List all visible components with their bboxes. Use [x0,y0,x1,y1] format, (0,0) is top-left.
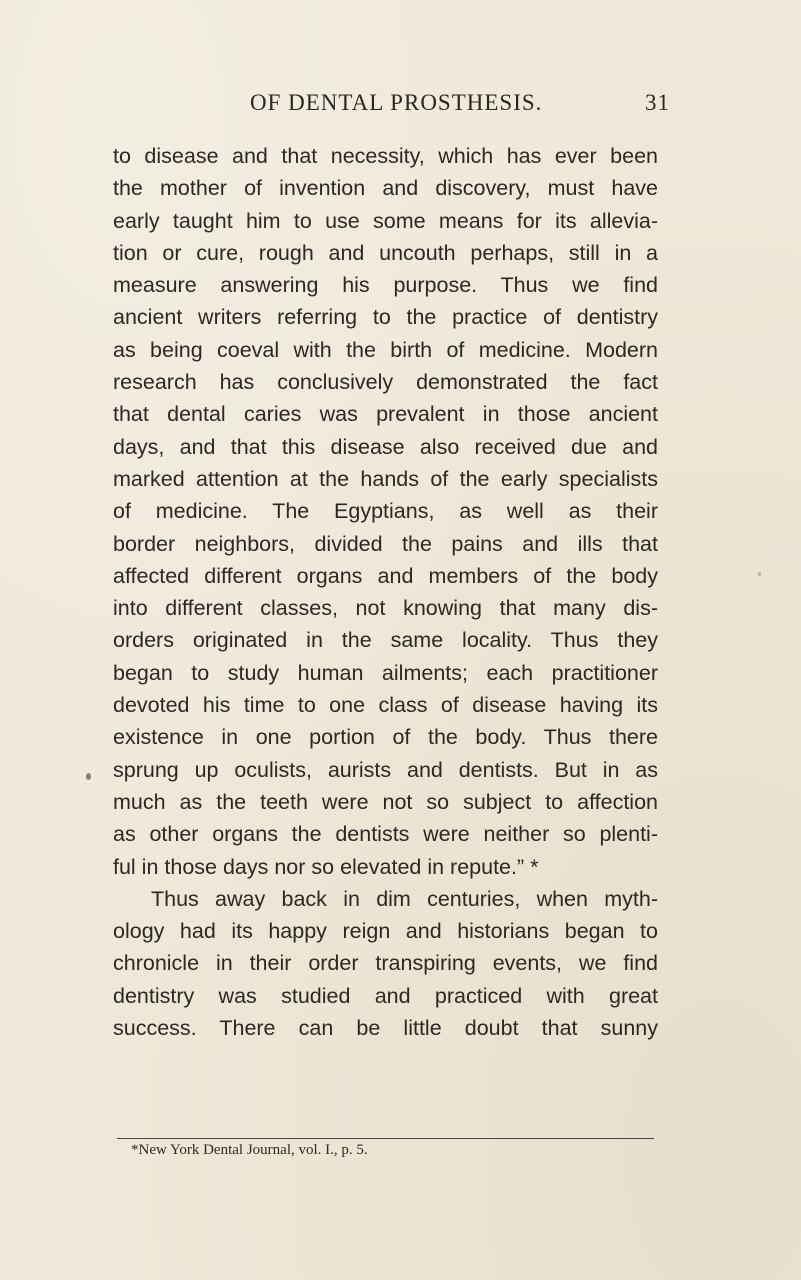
text-line: Thus away back in dim centuries, when myth- [151,886,658,911]
text-line: ancient writers referring to the practice of dentistry [113,305,658,330]
text-line: orders originated in the same locality. Thus they [113,628,658,653]
text-line: the mother of invention and discovery, must have [113,176,658,201]
text-line: dentistry was studied and practiced with great [113,983,658,1008]
footnote: *New York Dental Journal, vol. I., p. 5. [131,1142,368,1158]
page-header [250,90,670,122]
running-title: OF DENTAL PROSTHESIS. [250,90,543,115]
text-line: as being coeval with the birth of medicine. Modern [113,337,658,362]
page-number: 31 [645,90,670,115]
text-line: chronicle in their order transpiring events, we find [113,951,658,976]
text-line: much as the teeth were not so subject to affection [113,789,658,814]
text-line: border neighbors, divided the pains and ills that [113,531,658,556]
text-line: that dental caries was prevalent in those ancient [113,402,658,427]
text-line: tion or cure, rough and uncouth perhaps, still in a [113,240,658,265]
text-line: began to study human ailments; each practitioner [113,660,658,685]
text-line: days, and that this disease also received due and [113,434,658,459]
footnote-divider [117,1138,654,1139]
text-line: affected different organs and members of the body [113,563,658,588]
text-line: of medicine. The Egyptians, as well as their [113,499,658,524]
text-line: marked attention at the hands of the early specialists [113,466,658,491]
text-line: to disease and that necessity, which has ever been [113,144,658,168]
text-line: devoted his time to one class of disease having its [113,693,658,718]
body-text [113,140,658,1044]
text-line: ful in those days nor so elevated in repute.” * [113,854,539,879]
text-line: ology had its happy reign and historians began to [113,919,658,944]
text-line: into different classes, not knowing that many dis- [113,596,658,621]
text-line: early taught him to use some means for its allevia- [113,208,658,233]
ink-speck [86,773,91,780]
text-line: sprung up oculists, aurists and dentists. But in as [113,757,658,782]
text-line: existence in one portion of the body. Thus there [113,725,658,750]
ink-speck [758,572,761,576]
text-line: success. There can be little doubt that sunny [113,1016,658,1041]
text-line: research has conclusively demonstrated the fact [113,370,658,395]
text-line: measure answering his purpose. Thus we find [113,273,658,298]
text-line: as other organs the dentists were neither so plenti- [113,822,658,847]
